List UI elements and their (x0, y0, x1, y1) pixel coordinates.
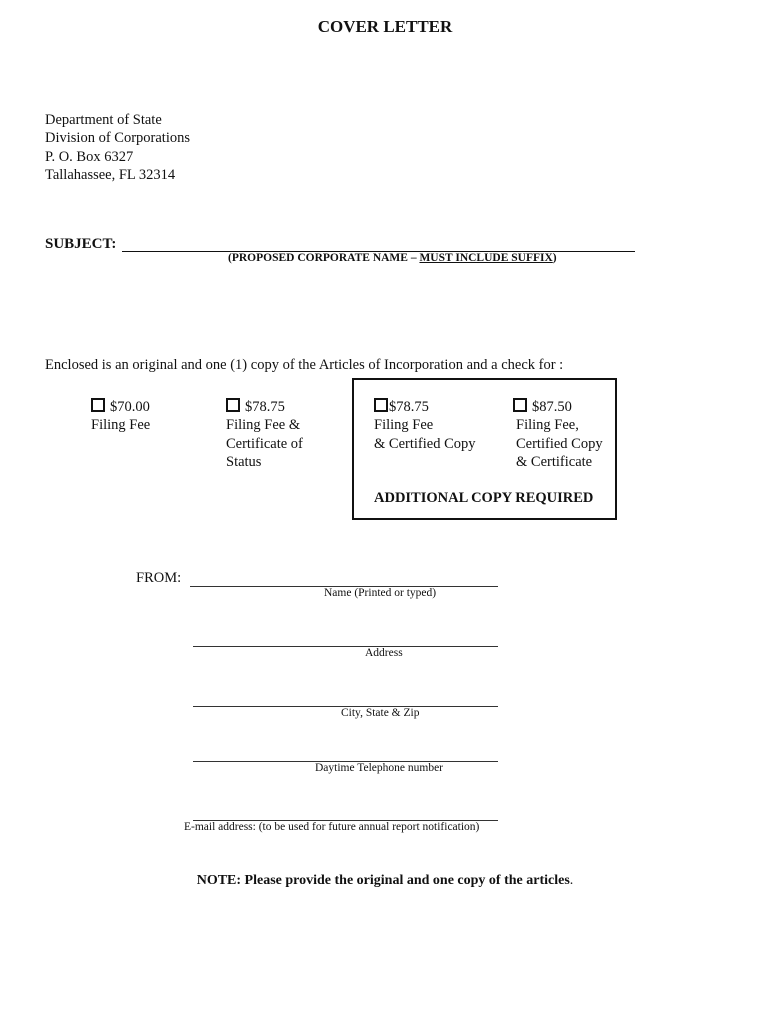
checkbox-icon[interactable] (374, 398, 388, 412)
name-caption: Name (Printed or typed) (324, 587, 437, 599)
fee-desc: Filing Fee (374, 417, 434, 434)
page-title: COVER LETTER (317, 17, 453, 36)
fee-option-78-status (226, 398, 303, 471)
note-main: NOTE: Please provide the original and one copy of the articles (196, 873, 570, 888)
email-caption: E-mail address: (to be used for future annual report notification) (184, 821, 480, 833)
city-caption: City, State & Zip (341, 707, 420, 719)
address-caption: Address (365, 647, 403, 659)
fee-amount: $78.75 (389, 399, 429, 415)
address-line: Department of State (45, 112, 162, 128)
note-text (0, 873, 770, 889)
enclosed-statement: Enclosed is an original and one (1) copy of the Articles of Incorporation and a check for : (45, 357, 564, 373)
fee-desc: Certified Copy (516, 435, 603, 452)
fee-desc: & Certificate (516, 453, 593, 470)
fee-desc: Filing Fee, (516, 417, 579, 434)
recipient-address (45, 111, 190, 184)
fee-desc: Certificate of (226, 435, 303, 452)
fee-option-78-copy (374, 398, 476, 453)
checkbox-icon[interactable] (226, 398, 240, 412)
checkbox-icon[interactable] (91, 398, 105, 412)
fee-option-70 (91, 398, 150, 435)
address-line: Division of Corporations (45, 130, 190, 147)
subject-hint-suffix: ) (552, 252, 557, 264)
from-label: FROM: (136, 570, 182, 586)
phone-caption: Daytime Telephone number (315, 762, 443, 774)
address-line: P. O. Box 6327 (45, 148, 134, 165)
additional-copy-label: ADDITIONAL COPY REQUIRED (374, 490, 594, 506)
fee-desc: Status (226, 453, 262, 470)
fee-amount: $78.75 (245, 399, 285, 415)
fee-desc: Filing Fee & (226, 417, 301, 434)
fee-amount: $87.50 (532, 399, 572, 415)
subject-label: SUBJECT: (45, 236, 117, 252)
subject-hint (228, 252, 557, 264)
fee-amount: $70.00 (110, 399, 150, 415)
checkbox-icon[interactable] (513, 398, 527, 412)
fee-desc: & Certified Copy (374, 435, 476, 452)
subject-hint-prefix: (PROPOSED CORPORATE NAME – (228, 252, 420, 264)
address-line: Tallahassee, FL 32314 (45, 166, 176, 183)
fee-option-87 (513, 398, 603, 471)
fee-desc: Filing Fee (91, 417, 151, 434)
subject-hint-underlined: MUST INCLUDE SUFFIX (419, 252, 553, 264)
note-end: . (569, 873, 574, 888)
